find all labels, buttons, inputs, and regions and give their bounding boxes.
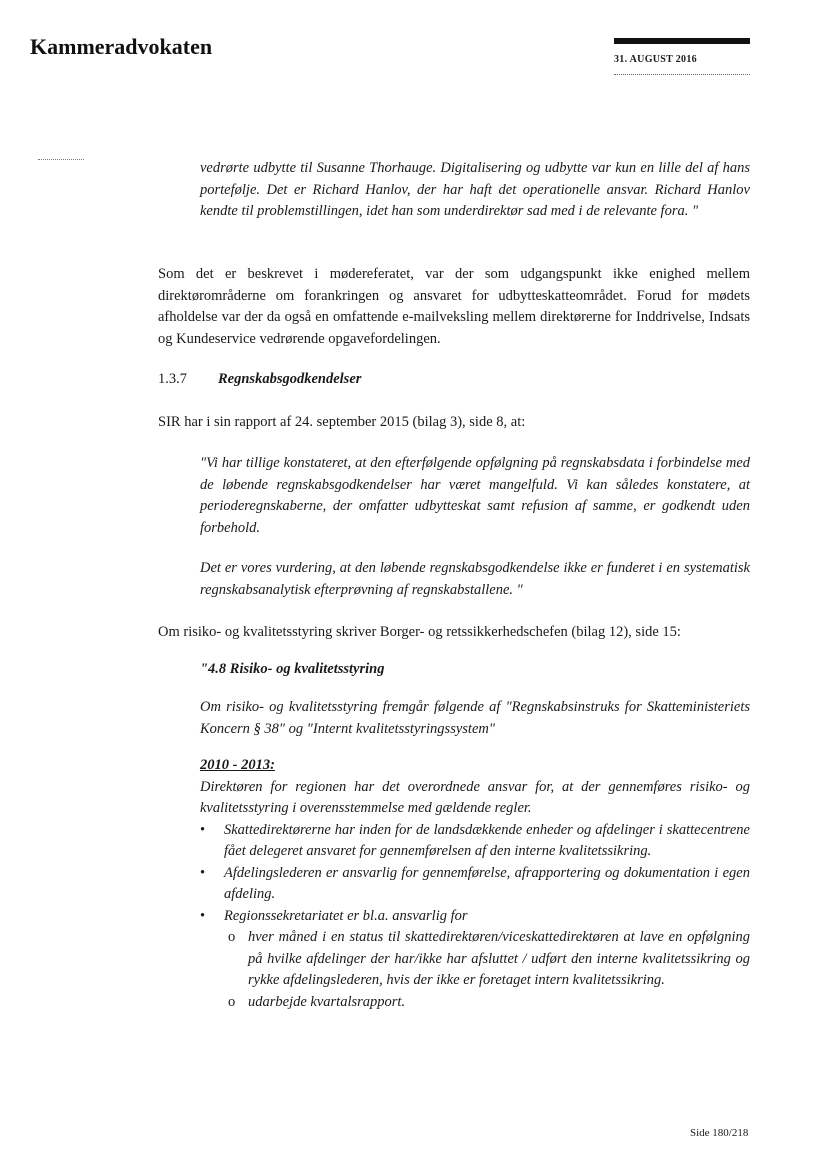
quote-risk-lead: Direktøren for regionen har det overordnede ansvar for, at der gennemføres risiko- og kvalitetsstyring i overensstemmelse med gældende regler. [200,778,750,816]
sub-bullet-text: hver måned i en status til skattedirektøren/viceskattedirektøren at lave en opfølgning på hvilke afdelinger der har/ikke har afsluttet / udført den interne kvalitetssikring og rykke afdelingslederen, hvis der ikke er foretaget intern kvalitetssikring. [248,929,750,988]
sub-bullet-list [200,927,750,1013]
sub-bullet-marker: o [228,993,236,1010]
quote-risk-body [200,755,750,1013]
header-rule [614,74,750,75]
sub-bullet-text: udarbejde kvartalsrapport. [248,993,406,1010]
quote-risk-period: 2010 - 2013: [200,757,275,773]
quote-continuation: vedrørte udbytte til Susanne Thorhauge. Digitalisering og udbytte var kun en lille del af hans portefølje. Det er Richard Hanlov, der har haft det operationelle ansvar. Richard Hanlov kendte til problemstillingen, idet han som underdirektør sad med i de relevante fora. " [200,160,750,219]
page-number: Side 180/218 [690,1127,749,1139]
section-title: Regnskabsgodkendelser [218,371,362,387]
bullet-text: Regionssekretariatet er bl.a. ansvarlig for [224,907,468,924]
paragraph-sir-report: SIR har i sin rapport af 24. september 2015 (bilag 3), side 8, at: [158,414,526,430]
header-bar [614,38,750,44]
list-item [200,906,750,928]
header-date: 31. AUGUST 2016 [614,54,697,65]
list-item [200,820,750,863]
quote-sir-part2: Det er vores vurdering, at den løbende regnskabsgodkendelse ikke er funderet i en systematisk regnskabsanalytisk efterprøvning af regnskabstallene. " [200,560,750,598]
quote-risk-title: "4.8 Risiko- og kvalitetsstyring [200,661,385,677]
paragraph-risk: Om risiko- og kvalitetsstyring skriver Borger- og retssikkerhedschefen (bilag 12), side 15: [158,624,681,640]
bullet-text: Afdelingslederen er ansvarlig for gennemførelse, afrapportering og dokumentation i egen afdeling. [224,864,750,902]
section-heading [158,371,361,388]
list-item [200,863,750,906]
bullet-text: Skattedirektørerne har inden for de landsdækkende enheder og afdelinger i skattecentrene fået delegeret ansvaret for gennemførelsen af den interne kvalitetssikring. [224,821,750,859]
section-number: 1.3.7 [158,371,187,387]
paragraph-meeting: Som det er beskrevet i mødereferatet, var der som udgangspunkt ikke enighed mellem direktørområderne om forankringen og ansvaret for udbytteskatteområdet. Forud for mødets afholdelse var der da også en omfattende e-mailveksling mellem direktørerne for Inddrivelse, Indsats og Kundeservice vedrørende opgavefordelingen. [158,266,750,347]
bullet-marker: • [200,821,206,838]
bullet-marker: • [200,907,206,924]
bullet-list [200,820,750,928]
header-title: Kammeradvokaten [30,34,213,59]
sub-bullet-marker: o [228,929,236,945]
bullet-marker: • [200,864,206,881]
list-item [200,927,750,992]
quote-risk-heading [200,659,750,681]
margin-rule [38,159,84,160]
list-item [200,992,750,1014]
quote-sir-part1: "Vi har tillige konstateret, at den efterfølgende opfølgning på regnskabsdata i forbindelse med de løbende regnskabsgodkendelser har været mangelfuld. Vi kan således konstatere, at perioderegnskaberne, der omfatter udbytteskat samt refusion af samme, er godkendt uden forbehold. [200,455,750,536]
quote-risk-intro: Om risiko- og kvalitetsstyring fremgår følgende af "Regnskabsinstruks for Skatteministeriets Koncern § 38" og "Internt kvalitetsstyringssystem" [200,699,750,737]
